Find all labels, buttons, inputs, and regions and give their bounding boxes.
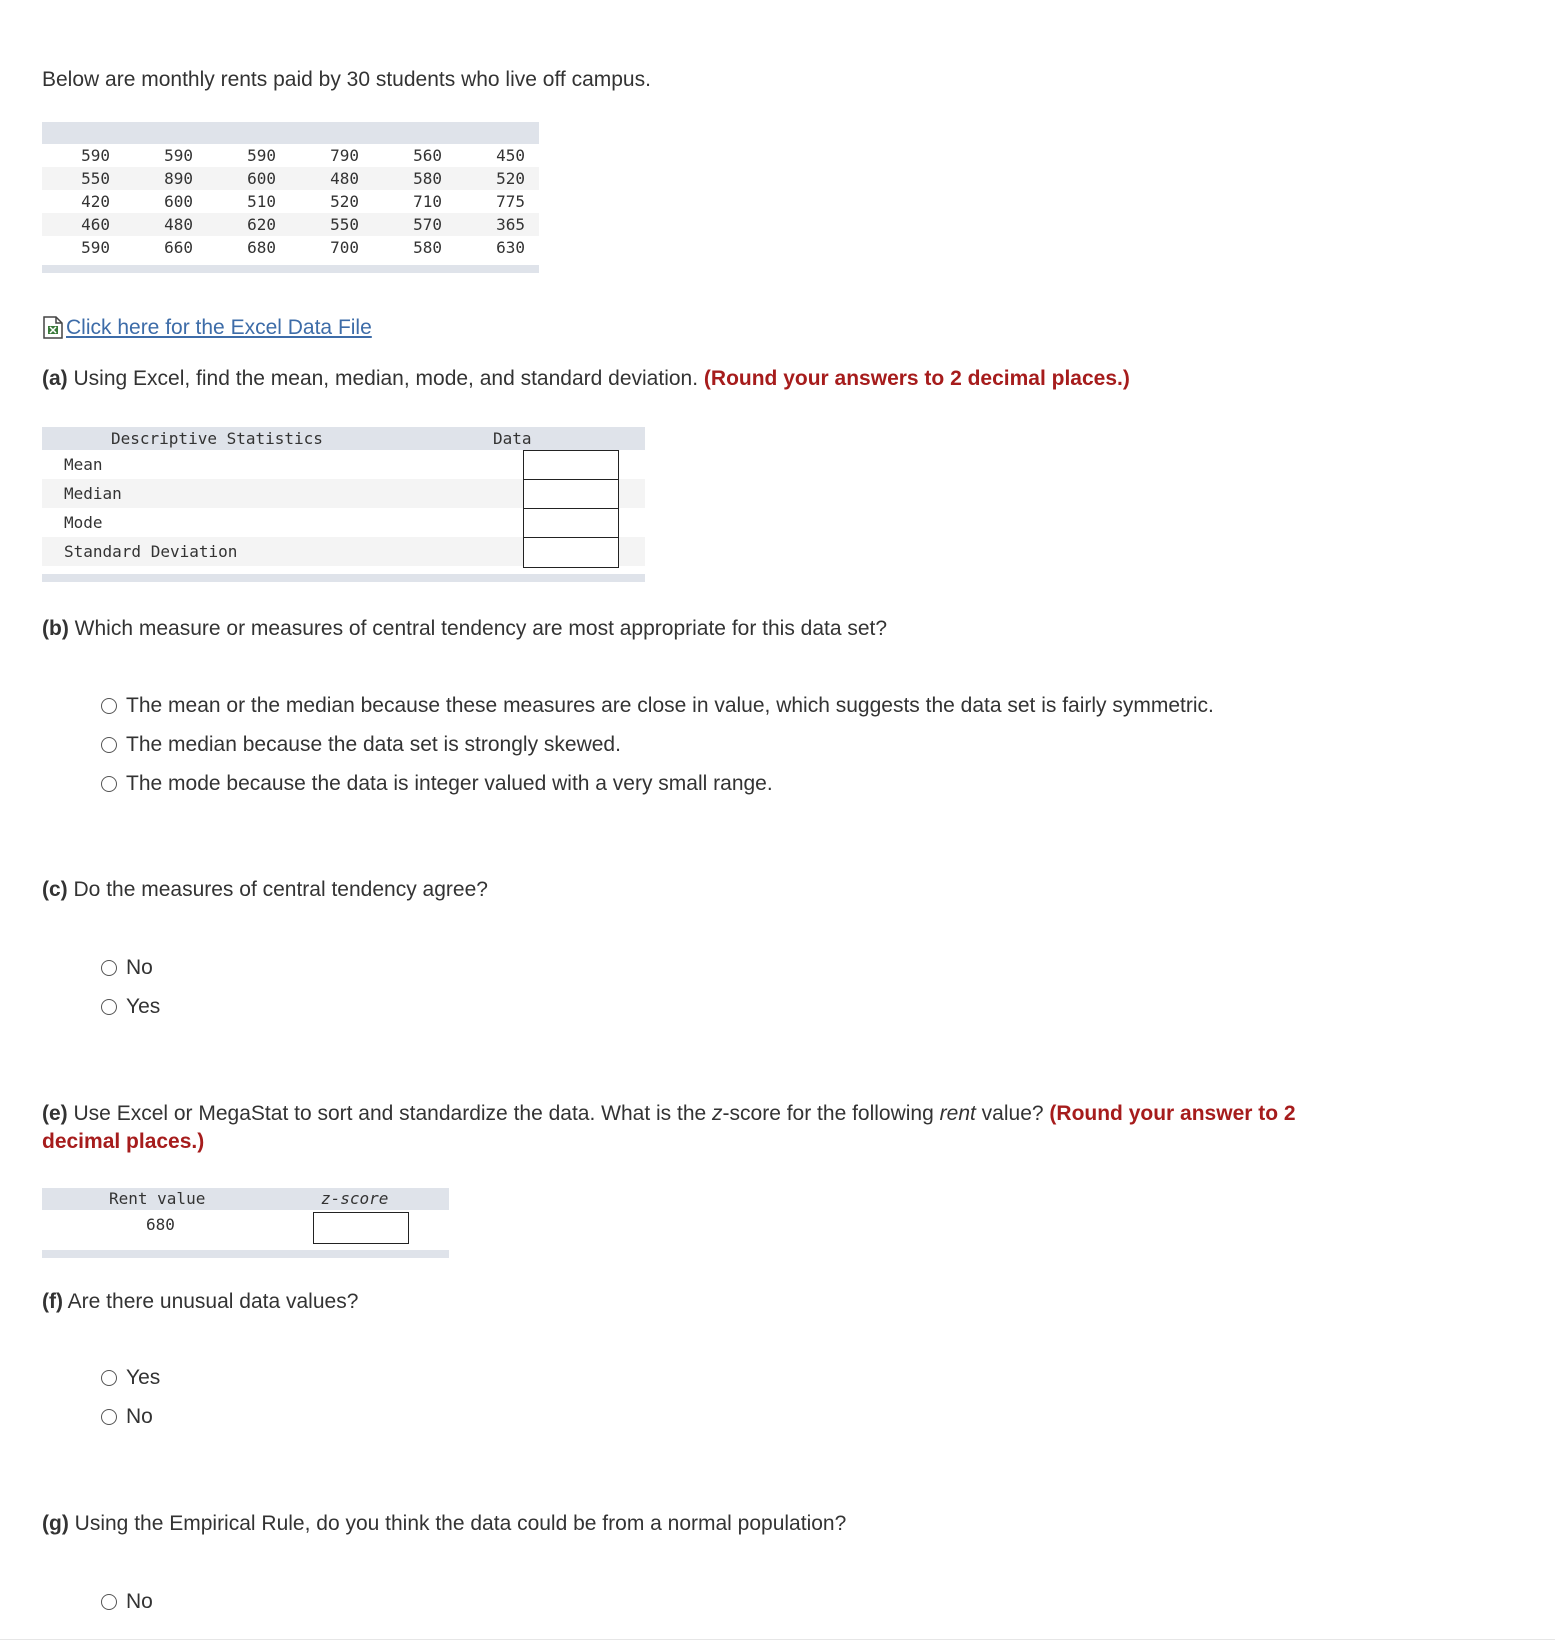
rent-italic: rent	[939, 1102, 976, 1125]
rent-data-cell: 510	[247, 192, 276, 211]
part-b-text: Which measure or measures of central tendency are most appropriate for this data set?	[74, 617, 888, 640]
z-table-footer	[42, 1250, 449, 1258]
rent-data-cell: 580	[413, 169, 442, 188]
rent-data-cell: 365	[496, 215, 525, 234]
rent-data-row	[42, 167, 539, 190]
bottom-divider	[0, 1639, 1555, 1640]
radio-button[interactable]	[101, 1409, 117, 1425]
rent-data-row	[42, 144, 539, 167]
z-table-header	[42, 1188, 449, 1210]
stats-table-footer	[42, 574, 645, 582]
rent-data-row	[42, 236, 539, 259]
rent-data-cell: 480	[330, 169, 359, 188]
part-e-instruction-2: decimal places.)	[42, 1130, 205, 1153]
rent-data-cell: 580	[413, 238, 442, 257]
z-score-header: z-score	[321, 1189, 389, 1208]
rent-data-row	[42, 213, 539, 236]
stats-row-label: Mean	[64, 455, 103, 474]
rent-data-cell: 630	[496, 238, 525, 257]
descriptive-statistics-table	[42, 427, 645, 582]
part-f-option-no[interactable]	[101, 1404, 153, 1430]
part-e-text-3: value?	[981, 1102, 1044, 1125]
option-label: Yes	[126, 1366, 161, 1389]
excel-file-link[interactable]: Click here for the Excel Data File	[66, 316, 372, 339]
z-score-input[interactable]	[313, 1212, 409, 1244]
part-b-option-1[interactable]	[101, 693, 1214, 719]
part-c-text: Do the measures of central tendency agree?	[73, 878, 488, 901]
part-f-label: (f)	[42, 1290, 63, 1313]
option-label: The median because the data set is strongly skewed.	[126, 733, 621, 756]
part-g-label: (g)	[42, 1512, 69, 1535]
part-f-text: Are there unusual data values?	[67, 1290, 359, 1313]
radio-button[interactable]	[101, 776, 117, 792]
radio-button[interactable]	[101, 960, 117, 976]
mean-input[interactable]	[523, 450, 619, 481]
part-b-question	[42, 616, 887, 642]
part-g-option-no[interactable]	[101, 1589, 153, 1615]
stats-row-median	[42, 479, 645, 508]
rent-data-cell: 550	[81, 169, 110, 188]
part-g-question	[42, 1511, 846, 1537]
rent-data-cell: 620	[247, 215, 276, 234]
radio-button[interactable]	[101, 1370, 117, 1386]
rent-table-header	[42, 122, 539, 144]
std-dev-input[interactable]	[523, 537, 619, 568]
stats-row-std-dev	[42, 537, 645, 566]
part-e-text-2: -score for the following	[722, 1102, 934, 1125]
intro-text: Below are monthly rents paid by 30 students who live off campus.	[42, 68, 651, 91]
rent-data-cell: 550	[330, 215, 359, 234]
stats-row-mode	[42, 508, 645, 537]
rent-data-cell: 590	[81, 146, 110, 165]
rent-data-cell: 590	[164, 146, 193, 165]
mode-input[interactable]	[523, 508, 619, 539]
part-b-option-3[interactable]	[101, 771, 773, 797]
part-c-question	[42, 877, 488, 903]
option-label: No	[126, 1590, 153, 1613]
rent-data-cell: 700	[330, 238, 359, 257]
stats-row-label: Median	[64, 484, 122, 503]
part-b-option-2[interactable]	[101, 732, 621, 758]
option-label: No	[126, 1405, 153, 1428]
option-label: The mode because the data is integer valued with a very small range.	[126, 772, 773, 795]
stats-table-header	[42, 427, 645, 450]
rent-data-cell: 600	[247, 169, 276, 188]
rent-data-cell: 450	[496, 146, 525, 165]
rent-data-cell: 790	[330, 146, 359, 165]
part-e-label: (e)	[42, 1102, 68, 1125]
rent-data-cell: 590	[81, 238, 110, 257]
excel-file-icon	[42, 316, 64, 340]
rent-data-row	[42, 190, 539, 213]
median-input[interactable]	[523, 479, 619, 510]
part-e-question	[42, 1101, 1296, 1127]
rent-table-footer	[42, 265, 539, 273]
rent-data-cell: 520	[330, 192, 359, 211]
rent-data-cell: 560	[413, 146, 442, 165]
rent-data-cell: 570	[413, 215, 442, 234]
option-label: The mean or the median because these measures are close in value, which suggests the data set is fairly symmetric.	[126, 694, 1214, 717]
option-label: No	[126, 956, 153, 979]
rent-data-table	[42, 122, 539, 273]
part-b-label: (b)	[42, 617, 69, 640]
rent-data-cell: 420	[81, 192, 110, 211]
rent-value-header: Rent value	[109, 1189, 206, 1208]
radio-button[interactable]	[101, 1594, 117, 1610]
stats-row-mean	[42, 450, 645, 479]
part-c-option-yes[interactable]	[101, 994, 160, 1020]
rent-data-cell: 710	[413, 192, 442, 211]
stats-col-header: Descriptive Statistics	[111, 429, 323, 448]
part-c-label: (c)	[42, 878, 68, 901]
part-e-text-1: Use Excel or MegaStat to sort and standardize the data. What is the	[73, 1102, 707, 1125]
part-a-text: Using Excel, find the mean, median, mode, and standard deviation.	[73, 367, 699, 390]
rent-data-cell: 480	[164, 215, 193, 234]
data-col-header: Data	[493, 429, 532, 448]
rent-data-cell: 520	[496, 169, 525, 188]
stats-row-label: Mode	[64, 513, 103, 532]
rent-data-cell: 680	[247, 238, 276, 257]
part-a-question	[42, 366, 1130, 392]
z-table-row	[42, 1210, 449, 1240]
part-a-instruction: (Round your answers to 2 decimal places.)	[703, 367, 1130, 390]
radio-button[interactable]	[101, 737, 117, 753]
rent-data-cell: 600	[164, 192, 193, 211]
radio-button[interactable]	[101, 698, 117, 714]
part-a-label: (a)	[42, 367, 68, 390]
stats-row-label: Standard Deviation	[64, 542, 238, 561]
rent-data-cell: 590	[247, 146, 276, 165]
rent-data-cell: 775	[496, 192, 525, 211]
z-italic: z	[712, 1102, 723, 1125]
part-e-instruction-1: (Round your answer to 2	[1049, 1102, 1296, 1125]
excel-file-link-row[interactable]	[42, 316, 372, 340]
rent-data-cell: 890	[164, 169, 193, 188]
radio-button[interactable]	[101, 999, 117, 1015]
option-label: Yes	[126, 995, 161, 1018]
part-f-option-yes[interactable]	[101, 1365, 160, 1391]
z-score-table	[42, 1188, 449, 1258]
part-g-text: Using the Empirical Rule, do you think the data could be from a normal population?	[74, 1512, 847, 1535]
rent-data-cell: 460	[81, 215, 110, 234]
part-c-option-no[interactable]	[101, 955, 153, 981]
rent-data-cell: 660	[164, 238, 193, 257]
rent-value: 680	[146, 1215, 175, 1234]
part-f-question	[42, 1289, 358, 1315]
